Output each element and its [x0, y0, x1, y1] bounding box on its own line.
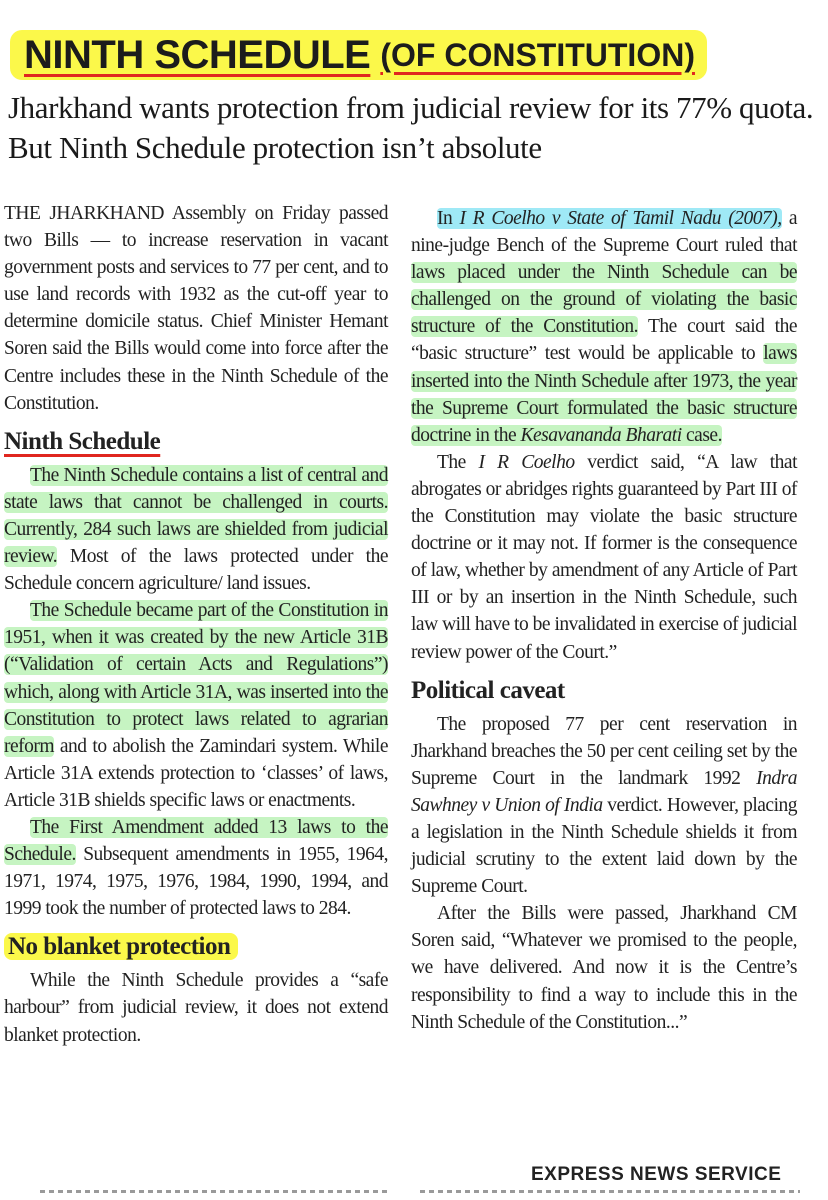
right-column: [411, 205, 797, 1036]
headline-main: NINTH SCHEDULE: [24, 32, 371, 77]
section-heading-ninth-schedule: Ninth Schedule: [4, 427, 161, 455]
green-highlight: The First Amendment added 13 laws to the Schedule.: [4, 816, 388, 866]
section-heading-political-caveat: Political caveat: [411, 676, 565, 704]
section-heading-no-blanket-protection: No blanket protection: [4, 931, 388, 963]
left-column: [4, 200, 388, 1049]
cutoff-text-line: [420, 1190, 800, 1193]
paragraph-schedule-history: The Schedule became part of the Constitution in 1951, when it was created by the new Article 31B (“Validation of certain Acts and Regulations”) which, along with Article 31A, was inserted into the Constitution to protect laws related to agrarian reform and to abolish the Zamindari system. While Article 31A extends protection to ‘classes’ of laws, Article 31B shields specific laws or enactments.: [4, 600, 388, 811]
paragraph-coelho-verdict: The I R Coelho verdict said, “A law that abrogates or abridges rights guaranteed by Part III of the Constitution may violate the basic structure doctrine or it may not. If former is the consequence of law, whether by amendment of any Article of Part III or by an insertion in the Ninth Schedule, such law will have to be invalidated in exercise of judicial review power of the Court.”: [411, 451, 797, 663]
headline-sub: (OF CONSTITUTION): [380, 36, 695, 73]
green-highlight: laws inserted into the Ninth Schedule after 1973, the year the Supreme Court formulated the basic structure doctrine in the Kesavananda Bharati case.: [411, 343, 797, 446]
green-highlight: The Schedule became part of the Constitution in 1951, when it was created by the new Article 31B (“Validation of certain Acts and Regulations”) which, along with Article 31A, was inserted into the Constitution to protect laws related to agrarian reform: [4, 600, 388, 757]
subheadline: Jharkhand wants protection from judicial review for its 77% quota. But Ninth Schedule protection isn’t absolute: [8, 90, 814, 165]
cyan-highlight: In I R Coelho v State of Tamil Nadu (2007),: [437, 208, 782, 229]
green-highlight: The Ninth Schedule contains a list of central and state laws that cannot be challenged in courts. Currently, 284 such laws are shielded from judicial review.: [4, 464, 388, 568]
intro-paragraph: THE JHARKHAND Assembly on Friday passed two Bills — to increase reservation in vacant government posts and services to 77 per cent, and to use land records with 1932 as the cut-off year to determine domicile status. Chief Minister Hemant Soren said the Bills would come into force after the Centre includes these in the Ninth Schedule of the Constitution.: [4, 203, 388, 414]
paragraph-coelho-ruling: In I R Coelho v State of Tamil Nadu (2007), a nine-judge Bench of the Supreme Court ruled that laws placed under the Ninth Schedule can be challenged on the ground of violating the basic structure of the Constitution. The court said the “basic structure” test would be applicable to laws inserted into the Ninth Schedule after 1973, the year the Supreme Court formulated the basic structure doctrine in the Kesavananda Bharati case.: [411, 208, 798, 446]
paragraph-ninth-schedule-list: The Ninth Schedule contains a list of central and state laws that cannot be challenged in courts. Currently, 284 such laws are shielded from judicial review. Most of the laws protected under the Schedule concern agriculture/ land issues.: [4, 464, 388, 595]
paragraph-safe-harbour: While the Ninth Schedule provides a “safe harbour” from judicial review, it does not extend blanket protection.: [4, 970, 388, 1046]
green-highlight: laws placed under the Ninth Schedule can be challenged on the ground of violating the basic structure of the Constitution.: [411, 262, 797, 338]
paragraph-reservation-ceiling: The proposed 77 per cent reservation in Jharkhand breaches the 50 per cent ceiling set by the Supreme Court in the landmark 1992 Indra Sawhney v Union of India verdict. However, placing a legislation in the Ninth Schedule shields it from judicial scrutiny to the extent laid down by the Supreme Court.: [411, 713, 797, 898]
paragraph-soren-quote: After the Bills were passed, Jharkhand CM Soren said, “Whatever we promised to the people, we have delivered. And now it is the Centre’s responsibility to find a way to include this in the Ninth Schedule of the Constitution...”: [411, 903, 797, 1033]
cutoff-text-line: [40, 1190, 390, 1193]
byline: EXPRESS NEWS SERVICE: [531, 1164, 782, 1185]
paragraph-first-amendment: The First Amendment added 13 laws to the Schedule. Subsequent amendments in 1955, 1964, 1971, 1974, 1975, 1976, 1984, 1990, 1994, and 1999 took the number of protected laws to 284.: [4, 816, 388, 920]
headline: [10, 30, 707, 80]
